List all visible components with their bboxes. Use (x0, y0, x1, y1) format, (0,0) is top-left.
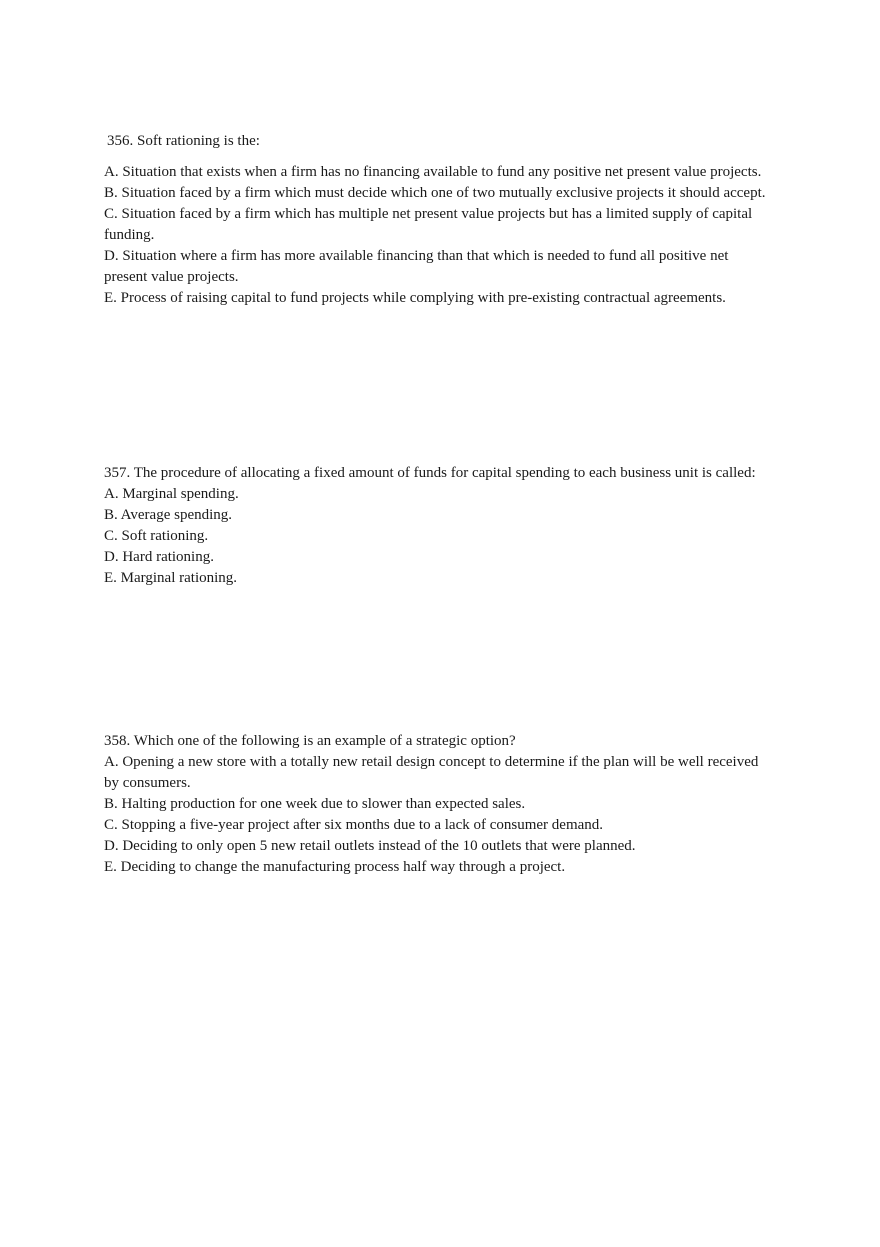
answer-option-c: C. Soft rationing. (104, 528, 209, 544)
question-357 (104, 463, 774, 589)
answer-option-c: C. Situation faced by a firm which has multiple net present value projects but has a limited supply of capital funding. (104, 206, 753, 243)
question-stem: 356. Soft rationing is the: (107, 133, 260, 149)
question-358 (104, 731, 774, 878)
question-356 (104, 131, 774, 309)
answer-option-a: A. Marginal spending. (104, 486, 239, 502)
answer-option-d: D. Situation where a firm has more available financing than that which is needed to fund all positive net present value projects. (104, 248, 729, 285)
answer-option-e: E. Deciding to change the manufacturing process half way through a project. (104, 859, 566, 875)
answer-option-c: C. Stopping a five-year project after six months due to a lack of consumer demand. (104, 817, 604, 833)
answer-option-a: A. Opening a new store with a totally new retail design concept to determine if the plan will be well received by consumers. (104, 754, 759, 791)
answer-option-e: E. Marginal rationing. (104, 570, 238, 586)
answer-option-e: E. Process of raising capital to fund projects while complying with pre-existing contractual agreements. (104, 290, 726, 306)
answer-option-a: A. Situation that exists when a firm has no financing available to fund any positive net present value projects. (104, 164, 762, 180)
question-stem: 358. Which one of the following is an example of a strategic option? (104, 733, 516, 749)
answer-option-b: B. Average spending. (104, 507, 233, 523)
answer-option-d: D. Hard rationing. (104, 549, 214, 565)
answer-option-b: B. Situation faced by a firm which must decide which one of two mutually exclusive projects it should accept. (104, 185, 766, 201)
answer-option-d: D. Deciding to only open 5 new retail outlets instead of the 10 outlets that were planned. (104, 838, 636, 854)
answer-option-b: B. Halting production for one week due to slower than expected sales. (104, 796, 526, 812)
question-stem: 357. The procedure of allocating a fixed amount of funds for capital spending to each business unit is called: (104, 465, 756, 481)
